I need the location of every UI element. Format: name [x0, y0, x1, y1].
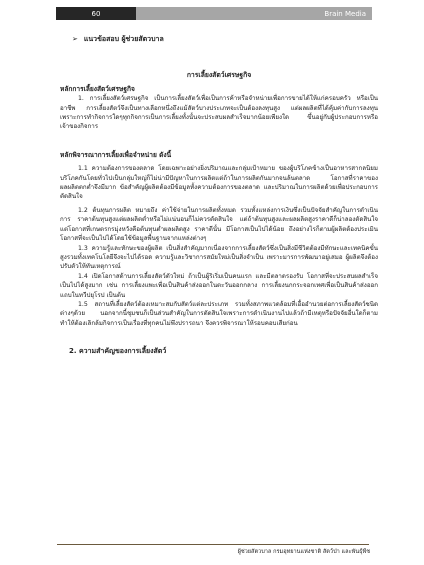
arrow-bullet-icon: ➢	[72, 35, 78, 43]
brand-name: Brain Media	[324, 9, 366, 18]
principle-paragraph: 1. การเลี้ยงสัตว์เศรษฐกิจ เป็นการเลี้ยงสัตว์เพื่อเป็นการค้าหรือจำหน่ายเพื่อการขายได้ให้แก่ครอบครัว หรือเป็นอาชีพ การเลี้ยงสัตว์จึงเป็นทางเลือกหนึ่งถึงแม้สัตว์บางประเภทจะเป็นต้องลงทุนสูง แต่ผลผลิตที่ได้คุ้มค่ากับการลงทุน เพราะการทำกิจการใดๆทุกกิจการเป็นการเลี้ยงทั้งนั้นจะประสบผลสำเร็จมากน้อยเพียงใด ขึ้นอยู่กับผู้ประกอบการหรือเจ้าของกิจการ	[60, 95, 378, 131]
section-title: การเลี้ยงสัตว์เศรษฐกิจ	[186, 71, 252, 80]
document-body	[60, 35, 378, 357]
principle-heading: หลักการเลี้ยงสัตว์เศรษฐกิจ	[60, 84, 135, 93]
exam-guide-heading	[72, 35, 378, 44]
criteria-paragraph: 1.5 สถานที่เลี้ยงสัตว์ต้องเหมาะสมกับสัตว์แต่ละประเภท รวมทั้งสภาพแวดล้อมที่เอื้ออำนวยต่อการเลี้ยงสัตว์ชนิดต่างๆด้วย นอกจากนี้ชุมชนก็เป็นส่วนสำคัญในการตัดสินใจเพราะการดำเนินงานไปแล้วถ้ามีเหตุหรือปัจจัยอื่นใดก็ตามทำให้ต้องเลิกล้มกิจการเป็นเรื่องที่ทุกคนไม่พึงปรารถนา จึงควรพิจารณาให้รอบคอบเสียก่อน	[60, 300, 378, 327]
exam-guide-heading-text: แนวข้อสอบ ผู้ช่วยสัตวบาล	[83, 35, 164, 43]
criteria-paragraph: 1.2 ต้นทุนการผลิต หมายถึง ค่าใช้จ่ายในการผลิตทั้งหมด รวมทั้งแหล่งการเงินซึ่งเป็นปัจจัยสำคัญในการดำเนินการ ราคาต้นทุนสูงแต่ผลผลิตต่ำหรือไม่แน่นอนก็ไม่ควรตัดสินใจ แต่ถ้าต้นทุนสูงและผลผลิตสูงราคาดีก็น่าลองตัดสินใจ แต่โอกาสที่เกษตรกรมุ่งหวังคือต้นทุนต่ำผลผลิตสูง ราคาดีนั้น มีโอกาสเป็นไปได้น้อย ถึงอย่างไรก็ตามผู้ผลิตต้องประเมินโอกาสที่จะเป็นไปได้โดยใช้ข้อมูลพื้นฐานจากแหล่งต่างๆ	[60, 206, 378, 243]
footer-divider	[57, 544, 369, 545]
criteria-paragraph: 1.1 ความต้องการของตลาด โดยเฉพาะอย่างยิ่งปริมาณและกลุ่มเป้าหมาย ของผู้บริโภคข้างเป็นอาหารสากลนิยมบริโภคกันโดยทั่วไปเป็นกลุ่มใหญ่ก็ไม่น่ามีปัญหาในการผลิตแต่ถ้าในการผลิตกันมากจนล้นตลาด โอกาสที่ราคาของผลผลิตตกต่ำจึงมีมาก ข้อสำคัญผู้ผลิตต้องมีข้อมูลทั้งความต้องการของตลาด และปริมาณในการผลิตด้วยเพื่อประกอบการตัดสินใจ	[60, 165, 378, 201]
page-number: 60	[56, 7, 136, 20]
criteria-paragraph: 1.4 เปิดโอกาสด้านการเลี้ยงสัตว์ตัวใหม่ ถ้าเป็นผู้ริเริ่มเป็นคนแรก และมีตลาดรองรับ โอกาสที่จะประสบผลสำเร็จเป็นไปได้สูงมาก เช่น การเลี้ยงแพะเพื่อเป็นสินค้าส่งออกในตะวันออกกลาง การเลี้ยงนกกระจอกเทศเพื่อเป็นสินค้าส่งออกแถบในทวีปยุโรป เป็นต้น	[60, 272, 378, 299]
footer-text: ผู้ช่วยสัตวบาล กรมอุทยานแห่งชาติ สัตว์ป่า และพันธุ์พืช	[237, 549, 370, 555]
header-bar	[56, 7, 372, 20]
sale-criteria-heading: หลักพิจารณาการเลี้ยงเพื่อจำหน่าย ดังนี้	[60, 150, 172, 159]
criteria-paragraph: 1.3 ความรู้และทักษะของผู้ผลิต เป็นสิ่งสำคัญมากเนื่องจากการเลี้ยงสัตว์ซึ่งเป็นสิ่งมีชีวิตต้องมีทักษะและเทคนิคขั้นสูงรวมทั้งเทคโนโลยีจึงจะไปได้รอด ความรู้และวิชาการสมัยใหม่เป็นสิ่งจำเป็น เพราะมารการพัฒนาอยู่เสมอ ผู้ผลิตจึงต้องปรับตัวให้ทันเหตุการณ์	[60, 244, 378, 271]
section-2-heading: 2. ความสำคัญของการเลี้ยงสัตว์	[69, 347, 167, 356]
